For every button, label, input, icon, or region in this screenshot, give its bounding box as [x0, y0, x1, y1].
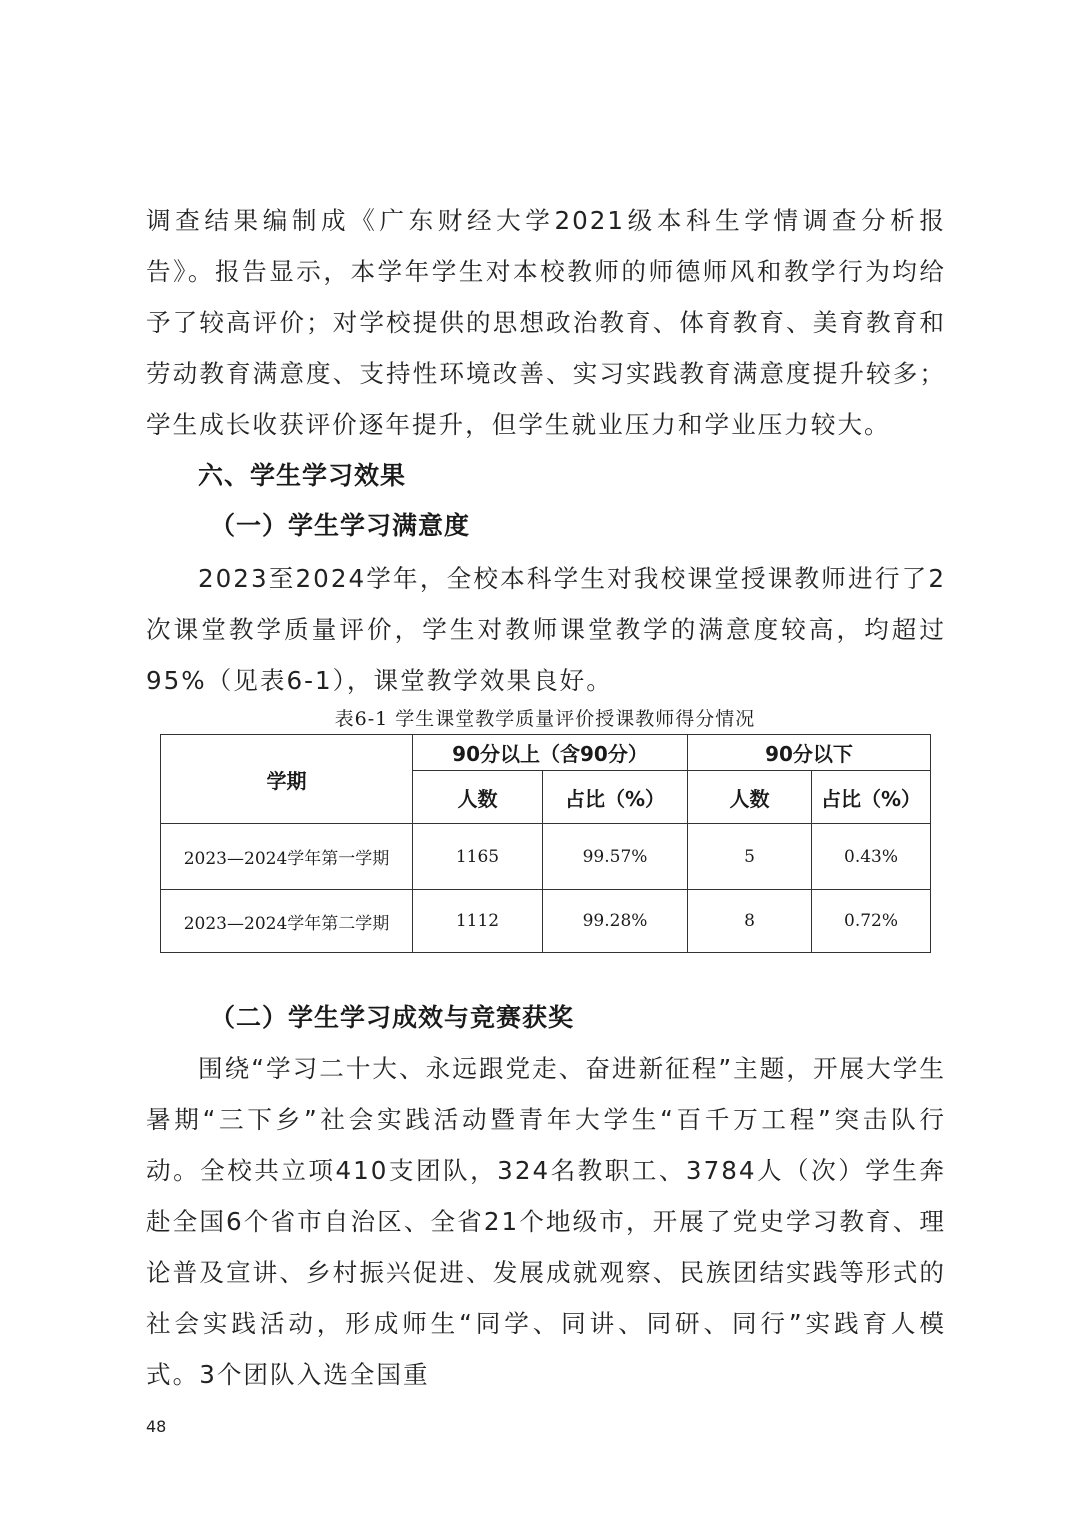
cell-above-count: 1112 [413, 890, 543, 953]
table-row [161, 890, 931, 953]
header-semester: 学期 [161, 735, 413, 824]
intro-paragraph: 调查结果编制成《广东财经大学2021级本科生学情调查分析报告》。报告显示，本学年学生对本校教师的师德师风和教学行为均给予了较高评价；对学校提供的思想政治教育、体育教育、美育教育和劳动教育满意度、支持性环境改善、实习实践教育满意度提升较多；学生成长收获评价逐年提升，但学生就业压力和学业压力较大。 [146, 206, 946, 439]
cell-below-count: 8 [688, 890, 812, 953]
page-number: 48 [146, 1417, 167, 1436]
header-below-count: 人数 [688, 771, 812, 824]
header-below-90: 90分以下 [688, 735, 931, 771]
cell-below-count: 5 [688, 824, 812, 890]
cell-above-ratio: 99.57% [543, 824, 688, 890]
section-heading: 六、学生学习效果 [198, 461, 407, 490]
table-header-row [161, 735, 931, 771]
subsection-heading-achievements: （二）学生学习成效与竞赛获奖 [210, 1003, 575, 1032]
teacher-score-table [160, 734, 931, 953]
header-above-count: 人数 [413, 771, 543, 824]
satisfaction-paragraph: 2023至2024学年，全校本科学生对我校课堂授课教师进行了2次课堂教学质量评价，学生对教师课堂教学的满意度较高，均超过95%（见表6-1），课堂教学效果良好。 [146, 564, 946, 695]
header-below-ratio: 占比（%） [812, 771, 931, 824]
cell-below-ratio: 0.43% [812, 824, 931, 890]
cell-above-count: 1165 [413, 824, 543, 890]
table-row [161, 824, 931, 890]
header-above-90: 90分以上（含90分） [413, 735, 688, 771]
achievements-paragraph: 围绕“学习二十大、永远跟党走、奋进新征程”主题，开展大学生暑期“三下乡”社会实践活动暨青年大学生“百千万工程”突击队行动。全校共立项410支团队，324名教职工、3784人（次）学生奔赴全国6个省市自治区、全省21个地级市，开展了党史学习教育、理论普及宣讲、乡村振兴促进、发展成就观察、民族团结实践等形式的社会实践活动，形成师生“同学、同讲、同研、同行”实践育人模式。3个团队入选全国重 [146, 1054, 946, 1389]
header-above-ratio: 占比（%） [543, 771, 688, 824]
cell-above-ratio: 99.28% [543, 890, 688, 953]
cell-semester: 2023—2024学年第一学期 [161, 824, 413, 890]
subsection-heading-satisfaction: （一）学生学习满意度 [210, 511, 471, 540]
table-caption: 表6-1 学生课堂教学质量评价授课教师得分情况 [334, 708, 756, 730]
cell-semester: 2023—2024学年第二学期 [161, 890, 413, 953]
cell-below-ratio: 0.72% [812, 890, 931, 953]
